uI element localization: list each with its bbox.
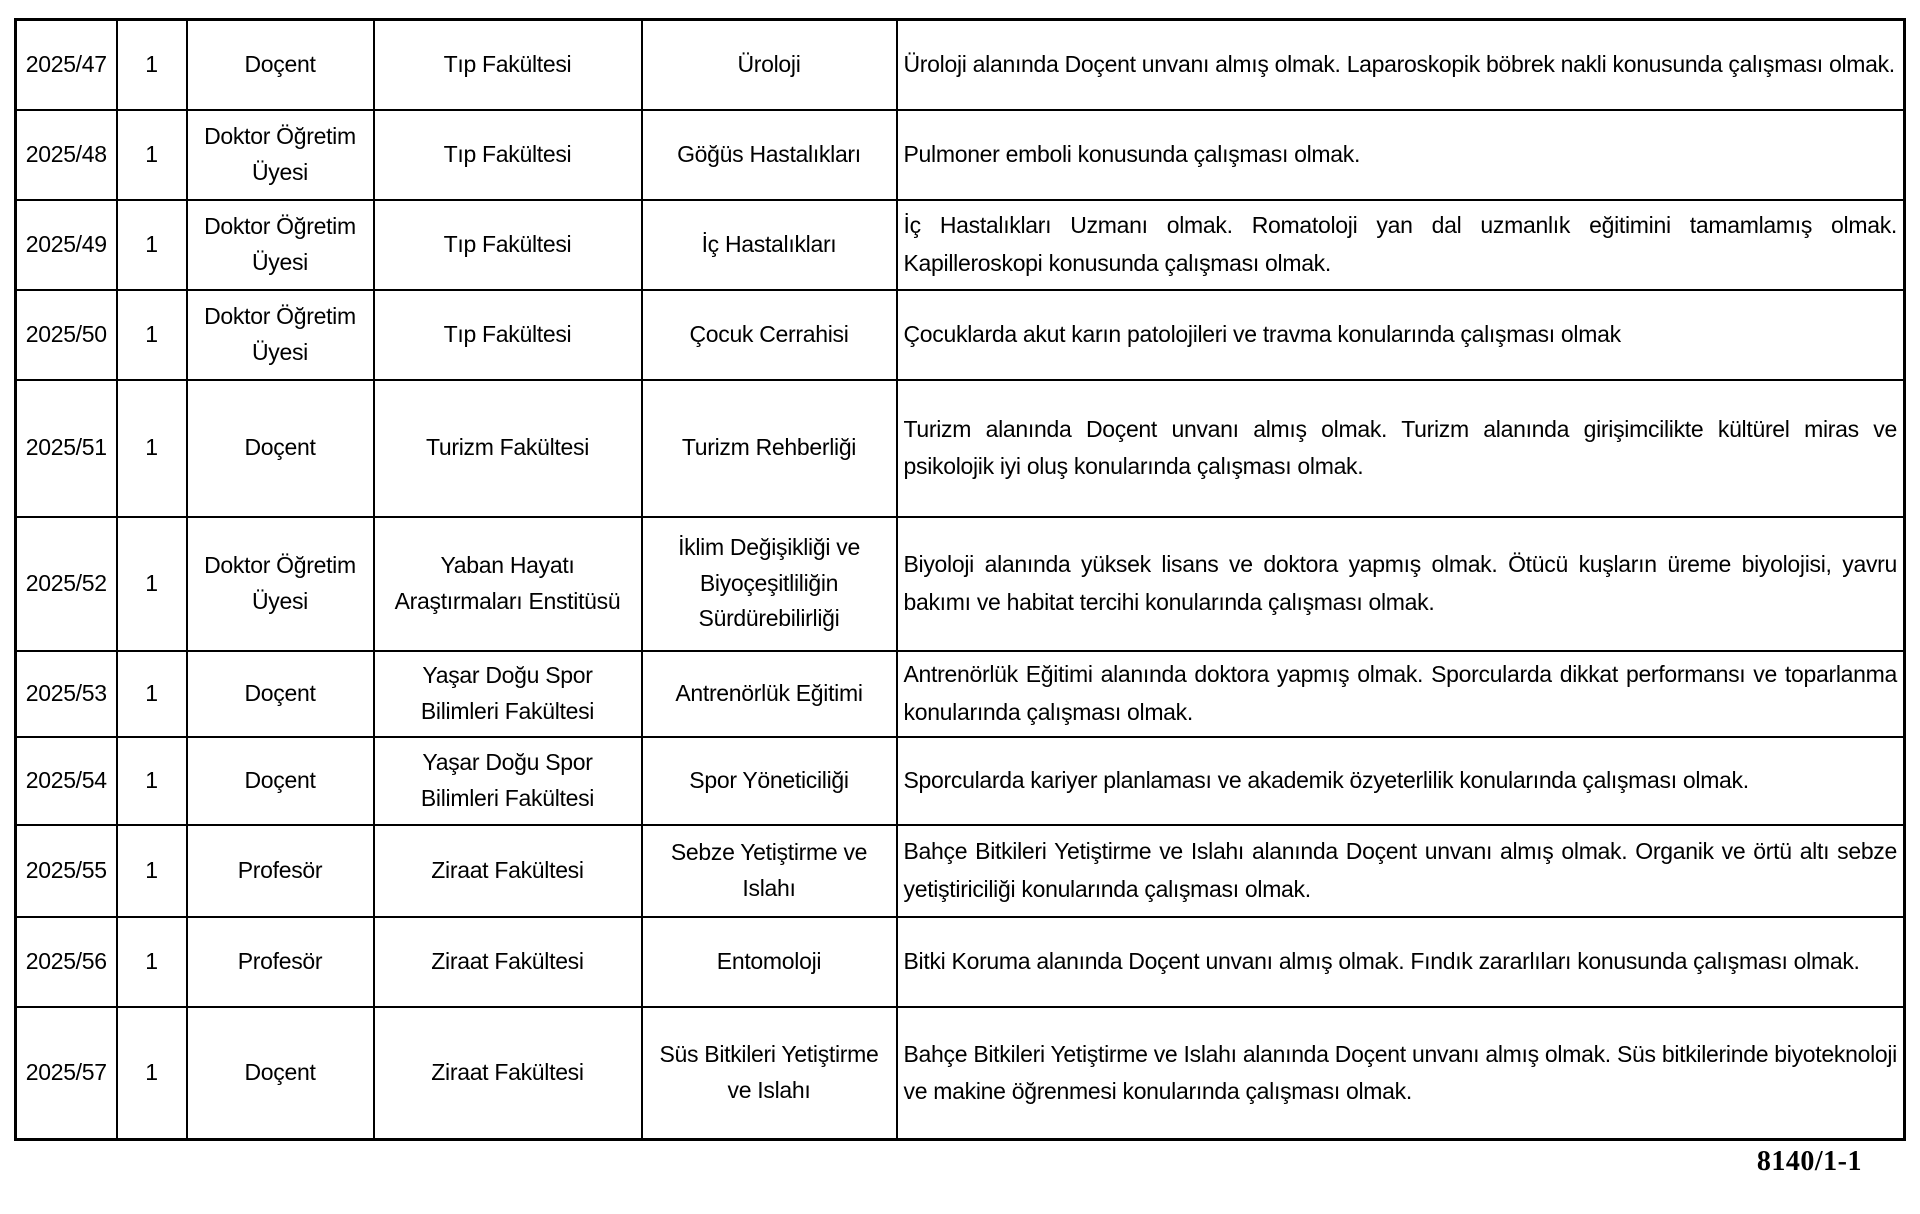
cell-ilan-no: 2025/50 (16, 290, 117, 380)
table-row (16, 825, 1905, 917)
table-row (16, 200, 1905, 290)
table-row (16, 651, 1905, 737)
cell-birim: Ziraat Fakültesi (374, 1007, 642, 1140)
cell-kadro: 1 (117, 380, 187, 517)
cell-kadro: 1 (117, 517, 187, 651)
cell-kadro: 1 (117, 651, 187, 737)
cell-kadro: 1 (117, 825, 187, 917)
cell-unvan: Doçent (187, 20, 374, 110)
cell-kadro: 1 (117, 737, 187, 825)
cell-aciklama: Turizm alanında Doçent unvanı almış olmak. Turizm alanında girişimcilikte kültürel miras ve psikolojik iyi oluş konularında çalışması olmak. (897, 380, 1905, 517)
cell-ilan-no: 2025/48 (16, 110, 117, 200)
cell-unvan: Doktor Öğretim Üyesi (187, 110, 374, 200)
cell-birim: Tıp Fakültesi (374, 200, 642, 290)
cell-ilan-no: 2025/52 (16, 517, 117, 651)
cell-unvan: Profesör (187, 917, 374, 1007)
cell-ilan-no: 2025/55 (16, 825, 117, 917)
cell-aciklama: Antrenörlük Eğitimi alanında doktora yapmış olmak. Sporcularda dikkat performansı ve toparlanma konularında çalışması olmak. (897, 651, 1905, 737)
document-reference-number: 8140/1-1 (1756, 1146, 1862, 1177)
cell-ilan-no: 2025/56 (16, 917, 117, 1007)
cell-aciklama: Sporcularda kariyer planlaması ve akademik özyeterlilik konularında çalışması olmak. (897, 737, 1905, 825)
cell-kadro: 1 (117, 1007, 187, 1140)
cell-unvan: Doçent (187, 737, 374, 825)
cell-birim: Turizm Fakültesi (374, 380, 642, 517)
cell-bolum: Çocuk Cerrahisi (642, 290, 897, 380)
cell-birim: Yaşar Doğu Spor Bilimleri Fakültesi (374, 737, 642, 825)
table-row (16, 20, 1905, 110)
table-row (16, 290, 1905, 380)
cell-aciklama: Bitki Koruma alanında Doçent unvanı almış olmak. Fındık zararlıları konusunda çalışması olmak. (897, 917, 1905, 1007)
cell-aciklama: Pulmoner emboli konusunda çalışması olmak. (897, 110, 1905, 200)
table-row (16, 110, 1905, 200)
cell-birim: Tıp Fakültesi (374, 290, 642, 380)
cell-bolum: İç Hastalıkları (642, 200, 897, 290)
cell-bolum: Turizm Rehberliği (642, 380, 897, 517)
cell-aciklama: Biyoloji alanında yüksek lisans ve doktora yapmış olmak. Ötücü kuşların üreme biyolojisi, yavru bakımı ve habitat tercihi konularında çalışması olmak. (897, 517, 1905, 651)
cell-unvan: Doçent (187, 380, 374, 517)
cell-unvan: Doktor Öğretim Üyesi (187, 517, 374, 651)
cell-birim: Tıp Fakültesi (374, 110, 642, 200)
cell-unvan: Profesör (187, 825, 374, 917)
cell-ilan-no: 2025/54 (16, 737, 117, 825)
cell-kadro: 1 (117, 20, 187, 110)
cell-birim: Tıp Fakültesi (374, 20, 642, 110)
cell-aciklama: İç Hastalıkları Uzmanı olmak. Romatoloji yan dal uzmanlık eğitimini tamamlamış olmak. Kapilleroskopi konusunda çalışması olmak. (897, 200, 1905, 290)
cell-birim: Yaban Hayatı Araştırmaları Enstitüsü (374, 517, 642, 651)
cell-kadro: 1 (117, 917, 187, 1007)
cell-birim: Ziraat Fakültesi (374, 825, 642, 917)
table-row (16, 380, 1905, 517)
cell-unvan: Doçent (187, 651, 374, 737)
cell-ilan-no: 2025/53 (16, 651, 117, 737)
cell-ilan-no: 2025/47 (16, 20, 117, 110)
table-row (16, 737, 1905, 825)
cell-bolum: Sebze Yetiştirme ve Islahı (642, 825, 897, 917)
table-row (16, 517, 1905, 651)
cell-kadro: 1 (117, 290, 187, 380)
cell-bolum: Göğüs Hastalıkları (642, 110, 897, 200)
vacancy-table (14, 18, 1906, 1141)
cell-ilan-no: 2025/51 (16, 380, 117, 517)
cell-aciklama: Bahçe Bitkileri Yetiştirme ve Islahı alanında Doçent unvanı almış olmak. Organik ve örtü altı sebze yetiştiriciliği konularında çalışması olmak. (897, 825, 1905, 917)
cell-bolum: İklim Değişikliği ve Biyoçeşitliliğin Sürdürebilirliği (642, 517, 897, 651)
vacancy-table-body (16, 20, 1905, 1140)
cell-bolum: Süs Bitkileri Yetiştirme ve Islahı (642, 1007, 897, 1140)
cell-aciklama: Üroloji alanında Doçent unvanı almış olmak. Laparoskopik böbrek nakli konusunda çalışması olmak. (897, 20, 1905, 110)
cell-aciklama: Çocuklarda akut karın patolojileri ve travma konularında çalışması olmak (897, 290, 1905, 380)
cell-unvan: Doktor Öğretim Üyesi (187, 200, 374, 290)
cell-bolum: Entomoloji (642, 917, 897, 1007)
cell-kadro: 1 (117, 200, 187, 290)
table-row (16, 1007, 1905, 1140)
cell-unvan: Doktor Öğretim Üyesi (187, 290, 374, 380)
cell-ilan-no: 2025/49 (16, 200, 117, 290)
cell-aciklama: Bahçe Bitkileri Yetiştirme ve Islahı alanında Doçent unvanı almış olmak. Süs bitkilerinde biyoteknoloji ve makine öğrenmesi konularında çalışması olmak. (897, 1007, 1905, 1140)
cell-unvan: Doçent (187, 1007, 374, 1140)
cell-birim: Yaşar Doğu Spor Bilimleri Fakültesi (374, 651, 642, 737)
cell-kadro: 1 (117, 110, 187, 200)
cell-birim: Ziraat Fakültesi (374, 917, 642, 1007)
cell-ilan-no: 2025/57 (16, 1007, 117, 1140)
cell-bolum: Antrenörlük Eğitimi (642, 651, 897, 737)
table-row (16, 917, 1905, 1007)
cell-bolum: Üroloji (642, 20, 897, 110)
cell-bolum: Spor Yöneticiliği (642, 737, 897, 825)
